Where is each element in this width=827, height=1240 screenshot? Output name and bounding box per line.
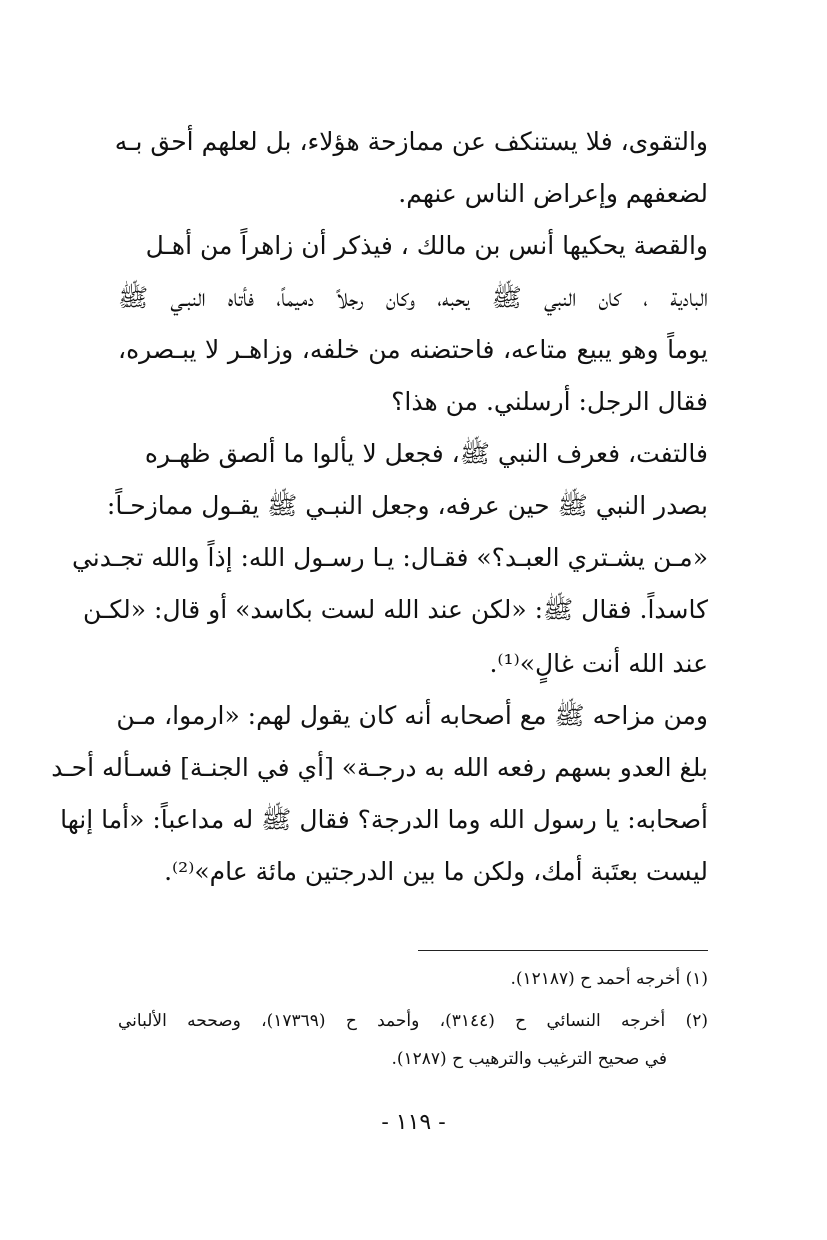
footnote-1: (١) أخرجه أحمد ح (١٢١٨٧). [510,969,708,989]
body-line-14: أصحابه: يا رسول الله وما الدرجة؟ فقال ﷺ له مداعباً: «أما إنها [60,805,708,834]
body-line-4: البادية ، كان النبي ﷺ يحبه، وكان رجلاً دميماً، فأتاه النبـي ﷺ [118,283,708,312]
body-line-9: «مـن يشـتري العبـد؟» فقـال: يـا رسـول الله: إذاً والله تجـدني [71,543,708,572]
body-line-15: ليست بعتَبة أمك، ولكن ما بين الدرجتين مائة عام»⁽²⁾. [164,857,708,886]
body-line-2: لضعفهم وإعراض الناس عنهم. [398,179,708,208]
body-line-6: فقال الرجل: أرسلني. من هذا؟ [391,387,708,416]
body-line-13: بلغ العدو بسهم رفعه الله به درجـة» [أي في الجنـة] فسـأله أحـد [51,753,708,782]
footnote-2-line-2: في صحيح الترغيب والترهيب ح (١٢٨٧). [391,1049,667,1069]
page-number: - ١١٩ - [381,1110,446,1135]
body-line-11: عند الله أنت غالٍ»⁽¹⁾. [489,649,708,678]
footnote-2-line-1: (٢) أخرجه النسائي ح (٣١٤٤)، وأحمد ح (١٧٣٦٩)، وصححه الألباني [118,1011,708,1031]
body-line-5: يوماً وهو يبيع متاعه، فاحتضنه من خلفه، وزاهـر لا يبـصره، [118,335,708,364]
body-line-8: بصدر النبي ﷺ حين عرفه، وجعل النبـي ﷺ يقـول ممازحـاً: [106,491,708,520]
body-line-3: والقصة يحكيها أنس بن مالك ، فيذكر أن زاهراً من أهـل [145,231,708,260]
body-line-10: كاسداً. فقال ﷺ: «لكن عند الله لست بكاسد» أو قال: «لكـن [83,595,708,624]
body-line-1: والتقوى، فلا يستنكف عن ممازحة هؤلاء، بل لعلهم أحق بـه [114,127,708,156]
body-line-7: فالتفت، فعرف النبي ﷺ، فجعل لا يألوا ما ألصق ظهـره [144,439,708,468]
body-line-12: ومن مزاحه ﷺ مع أصحابه أنه كان يقول لهم: «ارموا، مـن [116,701,708,730]
footnote-separator [418,950,708,951]
